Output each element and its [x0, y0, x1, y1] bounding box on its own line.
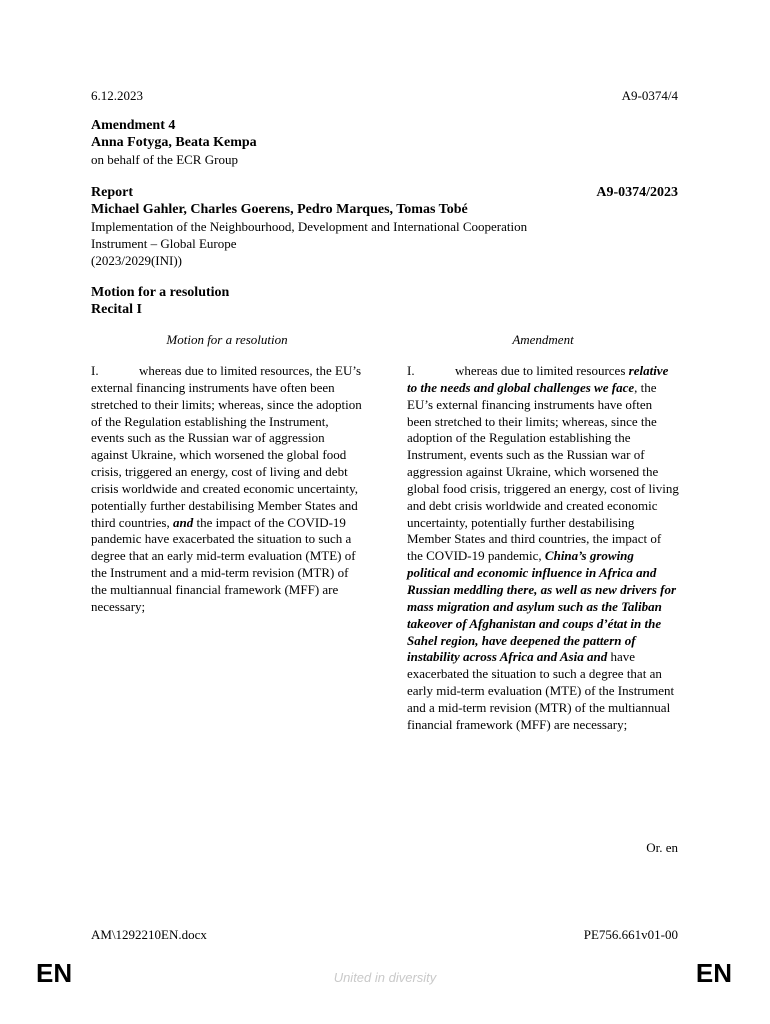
report-procedure: (2023/2029(INI))	[91, 253, 182, 268]
report-subject-line1: Implementation of the Neighbourhood, Development and International Cooperation	[91, 219, 528, 234]
amended-insertion-2: China’s growing political and economic influence in Africa and Russian meddling there, as well as new drivers for mass migration and asylum such as the Taliban takeover of Afghanistan and coups d’état in the Sahel region, have deepened the pattern of instability across Africa and Asia and	[407, 548, 677, 665]
amended-insertion-1: relative to the needs and global challenges we face	[407, 363, 669, 395]
footer-pe-reference: PE756.661v01-00	[583, 927, 678, 942]
original-deleted-word: and	[172, 514, 194, 530]
document-reference: A9-0374/4	[621, 88, 678, 103]
amended-text-part3: have exacerbated the situation to such a degree that an early mid-term evaluation (MTE) of the Instrument and a mid-term revision (MTR) of the multiannual financial framework (MFF) are necessary;	[407, 649, 675, 732]
original-text-part2: the impact of the COVID-19 pandemic have exacerbated the situation to such a degree that an early mid-term evaluation (MTE) of the Instrument and a mid-term revision (MTR) of the multiannual financial framework (MFF) are necessary;	[91, 514, 356, 614]
footer-language-right: EN	[695, 958, 732, 988]
original-text-part1: whereas due to limited resources, the EU’s external financing instruments have often been stretched to their limits; whereas, since the adoption of the Regulation establishing the Instrument, events such as the Russian war of aggression against Ukraine, which worsened the global food crisis, triggered an energy, cost of living and debt crisis worldwide and created economic uncertainty, potentially further destabilising Member States and third countries,	[91, 363, 362, 530]
motion-title: Motion for a resolution	[91, 285, 230, 300]
amendment-group: on behalf of the ECR Group	[91, 152, 238, 167]
amended-text-part1: whereas due to limited resources	[455, 363, 626, 378]
report-subject-line2: Instrument – Global Europe	[91, 236, 237, 251]
footer-motto: United in diversity	[333, 970, 437, 985]
report-number: A9-0374/2023	[596, 185, 678, 200]
recital-number: I.	[91, 363, 99, 378]
document-date: 6.12.2023	[91, 88, 143, 103]
footer-doc-reference: AM\1292210EN.docx	[91, 927, 207, 942]
amended-text-part2: , the EU’s external financing instruments have often been stretched to their limits; whereas, since the adoption of the Regulation establishing the Instrument, events such as the Russian war of aggression against Ukraine, which worsened the global food crisis, triggered an energy, cost of living and debt crisis worldwide and created economic uncertainty, potentially further destabilising Member States and third countries, the impact of the COVID-19 pandemic,	[407, 379, 679, 564]
footer-language-left: EN	[36, 958, 73, 988]
left-column-header: Motion for a resolution	[166, 332, 288, 347]
right-column-header: Amendment	[512, 332, 574, 347]
original-language: Or. en	[646, 840, 678, 855]
report-rapporteurs: Michael Gahler, Charles Goerens, Pedro Marques, Tomas Tobé	[91, 202, 468, 217]
recital-label: Recital I	[91, 302, 142, 317]
amendment-title: Amendment 4	[91, 118, 176, 133]
recital-number: I.	[407, 363, 415, 378]
original-text	[91, 363, 363, 616]
amendment-authors: Anna Fotyga, Beata Kempa	[91, 135, 257, 150]
report-label: Report	[91, 185, 133, 200]
amended-text	[407, 363, 679, 734]
